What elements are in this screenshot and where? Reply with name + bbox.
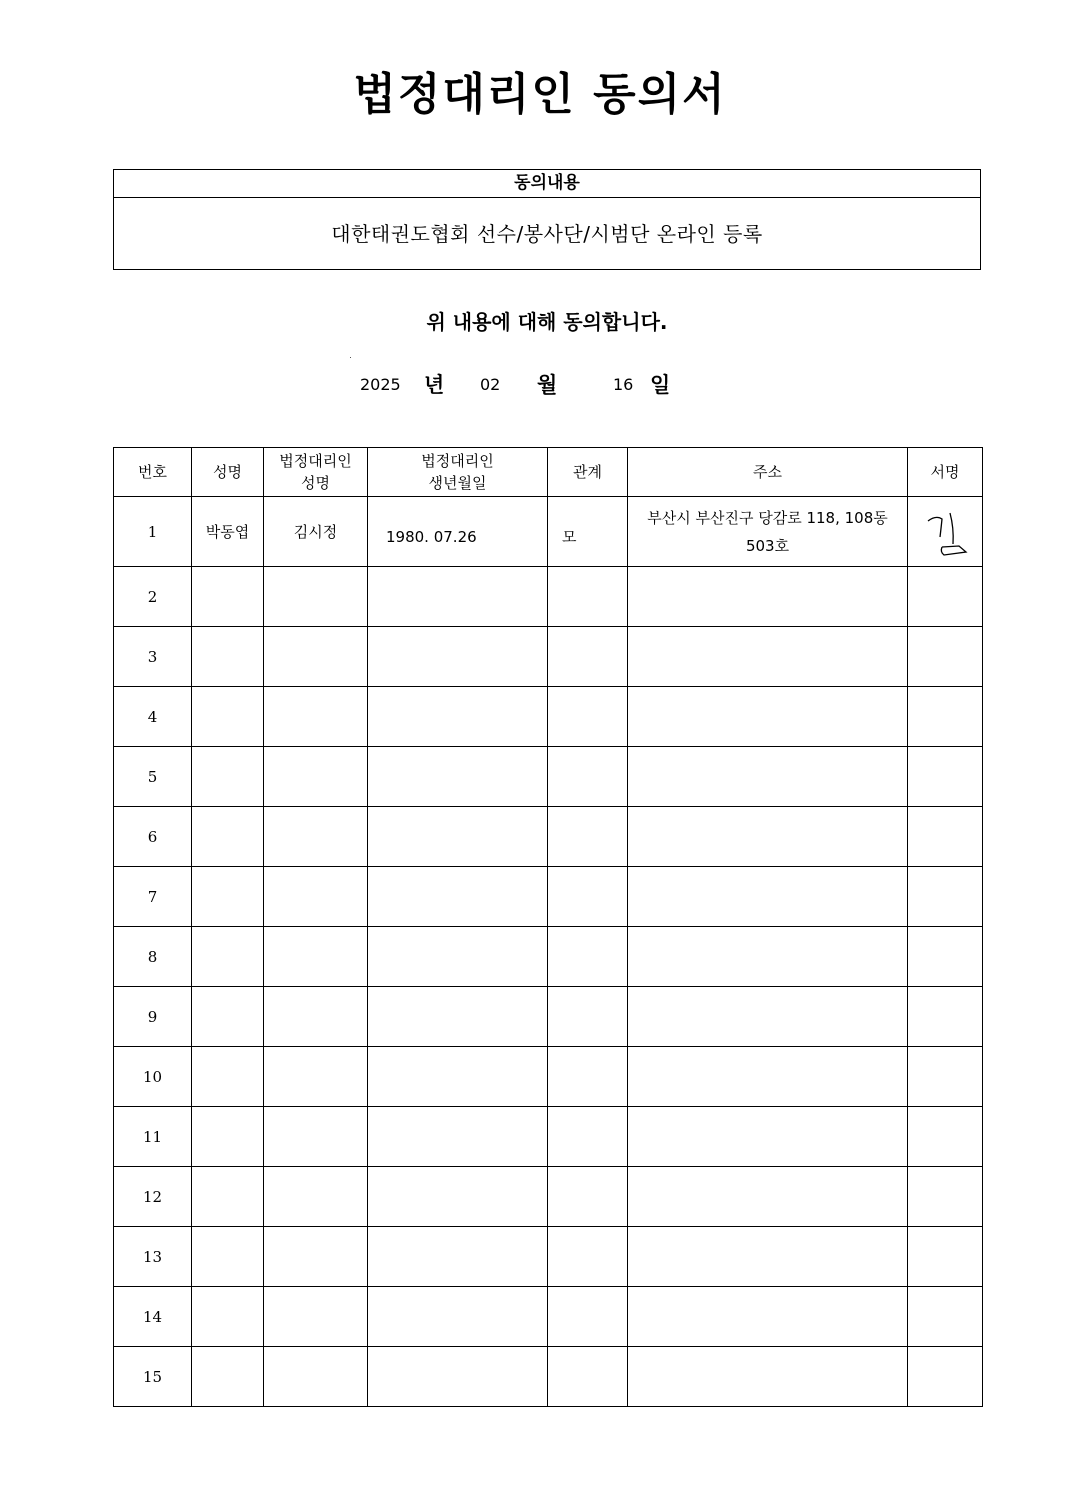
row-name: [192, 1347, 264, 1407]
row-number: 7: [114, 867, 192, 927]
row-guardian-birth: [368, 1287, 548, 1347]
row-relation: [548, 807, 628, 867]
row-relation: [548, 1347, 628, 1407]
table-row: [114, 1287, 983, 1347]
row-address: [628, 497, 908, 567]
row-relation: [548, 627, 628, 687]
row-guardian-name: [264, 1107, 368, 1167]
header-guardian-birth: [368, 448, 548, 497]
row-address: [628, 1107, 908, 1167]
row-number: 8: [114, 927, 192, 987]
row-signature: [908, 567, 983, 627]
row-name: [192, 927, 264, 987]
row-guardian-name: [264, 927, 368, 987]
row-name: [192, 867, 264, 927]
table-row: [114, 687, 983, 747]
row-number: 4: [114, 687, 192, 747]
header-guardian-name: [264, 448, 368, 497]
row-guardian-name: [264, 627, 368, 687]
row-name: [192, 627, 264, 687]
row-relation: [548, 687, 628, 747]
row-number: 13: [114, 1227, 192, 1287]
row-guardian-birth: [368, 1167, 548, 1227]
row-relation: [548, 987, 628, 1047]
row-relation: [548, 567, 628, 627]
table-row: [114, 1047, 983, 1107]
row-guardian-name: [264, 1287, 368, 1347]
row-address: [628, 1227, 908, 1287]
consent-content: 대한태권도협회 선수/봉사단/시범단 온라인 등록: [331, 222, 763, 246]
row-signature: [908, 687, 983, 747]
row-guardian-name: [264, 867, 368, 927]
stray-dot: [350, 357, 351, 358]
row-address: [628, 867, 908, 927]
row-number: 2: [114, 567, 192, 627]
row-signature: [908, 1227, 983, 1287]
row-signature: [908, 807, 983, 867]
date-row: [0, 368, 1080, 402]
row-signature: [908, 1107, 983, 1167]
row-signature: [908, 1047, 983, 1107]
row-signature: [908, 927, 983, 987]
row-name: [192, 567, 264, 627]
row-number: 3: [114, 627, 192, 687]
row-guardian-birth: [368, 867, 548, 927]
row-address: [628, 747, 908, 807]
row-address: [628, 1347, 908, 1407]
row-address-line1: 부산시 부산진구 당감로 118, 108동: [647, 508, 888, 527]
row-address: [628, 1167, 908, 1227]
row-number: 15: [114, 1347, 192, 1407]
row-name: [192, 807, 264, 867]
row-guardian-birth: [368, 1107, 548, 1167]
page-title: 법정대리인 동의서: [353, 69, 727, 120]
row-number: 5: [114, 747, 192, 807]
row-guardian-birth: [368, 927, 548, 987]
row-guardian-birth: 1980. 07.26: [368, 497, 548, 567]
row-guardian-birth: [368, 1347, 548, 1407]
row-relation: [548, 867, 628, 927]
table-header-row: [114, 448, 983, 497]
row-name: [192, 1107, 264, 1167]
row-guardian-birth: [368, 1227, 548, 1287]
row-name: 박동엽: [192, 497, 264, 567]
row-guardian-name: [264, 1047, 368, 1107]
table-row: [114, 567, 983, 627]
row-signature: [908, 1167, 983, 1227]
row-guardian-birth: [368, 627, 548, 687]
date-month: 02: [480, 375, 501, 394]
row-signature: [908, 1287, 983, 1347]
handwritten-signature-icon: [920, 504, 970, 560]
header-relation: 관계: [548, 448, 628, 497]
row-signature: [908, 867, 983, 927]
table-row: [114, 1227, 983, 1287]
row-address: [628, 807, 908, 867]
guardian-table: [113, 447, 983, 1407]
header-no: 번호: [114, 448, 192, 497]
row-relation: 모: [548, 497, 628, 567]
table-row: [114, 867, 983, 927]
table-row: [114, 497, 983, 567]
table-row: [114, 807, 983, 867]
table-row: [114, 987, 983, 1047]
row-number: 12: [114, 1167, 192, 1227]
row-address-line2: 503호: [745, 536, 790, 555]
row-relation: [548, 1167, 628, 1227]
row-name: [192, 1227, 264, 1287]
row-guardian-birth: [368, 567, 548, 627]
row-signature: [908, 497, 983, 567]
row-address: [628, 567, 908, 627]
consent-box: [113, 169, 981, 270]
table-row: [114, 1107, 983, 1167]
header-address: 주소: [628, 448, 908, 497]
row-guardian-name: [264, 1167, 368, 1227]
row-name: [192, 987, 264, 1047]
row-number: 6: [114, 807, 192, 867]
row-address: [628, 1287, 908, 1347]
header-guardian-name-line1: 법정대리인: [279, 452, 352, 470]
row-guardian-name: [264, 687, 368, 747]
row-guardian-name: [264, 807, 368, 867]
date-month-unit: 월: [537, 373, 558, 397]
row-guardian-name: [264, 1347, 368, 1407]
row-guardian-name: [264, 567, 368, 627]
row-guardian-birth: [368, 747, 548, 807]
row-address: [628, 987, 908, 1047]
row-address: [628, 1047, 908, 1107]
row-guardian-birth: [368, 1047, 548, 1107]
table-row: [114, 627, 983, 687]
row-signature: [908, 627, 983, 687]
row-guardian-birth: [368, 987, 548, 1047]
row-guardian-name: 김시정: [264, 497, 368, 567]
header-guardian-birth-line2: 생년월일: [428, 474, 487, 492]
row-guardian-name: [264, 987, 368, 1047]
row-relation: [548, 1287, 628, 1347]
table-row: [114, 747, 983, 807]
date-day-unit: 일: [650, 373, 671, 397]
row-guardian-birth: [368, 807, 548, 867]
row-name: [192, 1047, 264, 1107]
date-year: 2025: [360, 375, 401, 394]
row-name: [192, 1167, 264, 1227]
row-number: 1: [114, 497, 192, 567]
row-signature: [908, 1347, 983, 1407]
row-name: [192, 687, 264, 747]
date-day: 16: [613, 375, 634, 394]
consent-header: 동의내용: [114, 170, 980, 198]
row-number: 10: [114, 1047, 192, 1107]
agree-statement: 위 내용에 대해 동의합니다.: [426, 310, 668, 334]
row-relation: [548, 1047, 628, 1107]
row-relation: [548, 1227, 628, 1287]
header-guardian-name-line2: 성명: [301, 474, 330, 492]
header-guardian-birth-line1: 법정대리인: [421, 452, 494, 470]
row-signature: [908, 987, 983, 1047]
row-number: 11: [114, 1107, 192, 1167]
table-row: [114, 927, 983, 987]
row-name: [192, 1287, 264, 1347]
row-relation: [548, 1107, 628, 1167]
row-guardian-name: [264, 747, 368, 807]
table-row: [114, 1167, 983, 1227]
header-name: 성명: [192, 448, 264, 497]
row-signature: [908, 747, 983, 807]
row-number: 9: [114, 987, 192, 1047]
row-relation: [548, 927, 628, 987]
header-signature: 서명: [908, 448, 983, 497]
row-name: [192, 747, 264, 807]
row-number: 14: [114, 1287, 192, 1347]
row-address: [628, 627, 908, 687]
row-guardian-birth: [368, 687, 548, 747]
row-guardian-name: [264, 1227, 368, 1287]
row-relation: [548, 747, 628, 807]
table-row: [114, 1347, 983, 1407]
row-address: [628, 687, 908, 747]
row-address: [628, 927, 908, 987]
date-year-unit: 년: [424, 373, 445, 397]
